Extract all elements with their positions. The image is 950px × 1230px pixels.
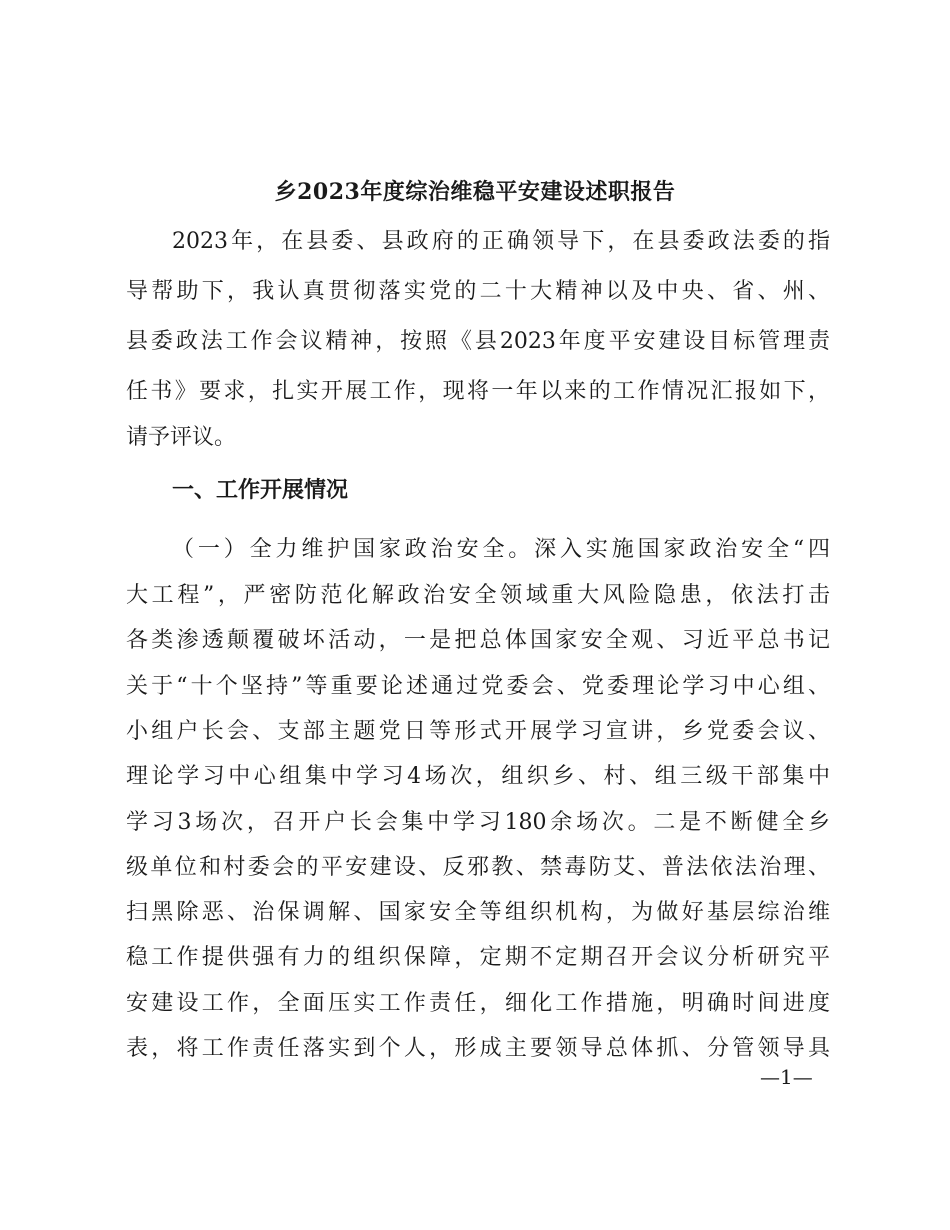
section-heading: 一、工作开展情况 (172, 478, 349, 503)
body-line: 扫黑除恶、治保调解、国家安全等组织机构，为做好基层综治维 (126, 900, 830, 925)
intro-line: 导帮助下，我认真贯彻落实党的二十大精神以及中央、省、州、 (126, 279, 830, 304)
intro-line: 请予评议。 (126, 425, 237, 450)
intro-line: 任书》要求，扎实开展工作，现将一年以来的工作情况汇报如下， (126, 379, 830, 404)
body-line: 安建设工作，全面压实工作责任，细化工作措施，明确时间进度 (126, 991, 830, 1016)
body-line: 小组户长会、支部主题党日等形式开展学习宣讲，乡党委会议、 (126, 719, 830, 744)
page-number: —1— (760, 1065, 813, 1089)
body-line: 学习3场次，召开户长会集中学习180余场次。二是不断健全乡 (126, 810, 830, 835)
body-line: 理论学习中心组集中学习4场次，组织乡、村、组三级干部集中 (126, 764, 830, 789)
body-line: 各类渗透颠覆破坏活动，一是把总体国家安全观、习近平总书记 (126, 628, 830, 653)
intro-line: 2023年，在县委、县政府的正确领导下，在县委政法委的指 (172, 229, 830, 254)
body-line: 关于“十个坚持”等重要论述通过党委会、党委理论学习中心组、 (126, 674, 830, 699)
body-line: 表，将工作责任落实到个人，形成主要领导总体抓、分管领导具 (126, 1036, 830, 1061)
body-line: 稳工作提供强有力的组织保障，定期不定期召开会议分析研究平 (126, 945, 830, 970)
document-title: 乡2023年度综治维稳平安建设述职报告 (274, 179, 676, 205)
body-line: （一）全力维护国家政治安全。深入实施国家政治安全“四 (172, 537, 830, 562)
intro-line: 县委政法工作会议精神，按照《县2023年度平安建设目标管理责 (126, 329, 830, 354)
body-line: 大工程”，严密防范化解政治安全领域重大风险隐患，依法打击 (126, 583, 830, 608)
body-line: 级单位和村委会的平安建设、反邪教、禁毒防艾、普法依法治理、 (126, 855, 830, 880)
